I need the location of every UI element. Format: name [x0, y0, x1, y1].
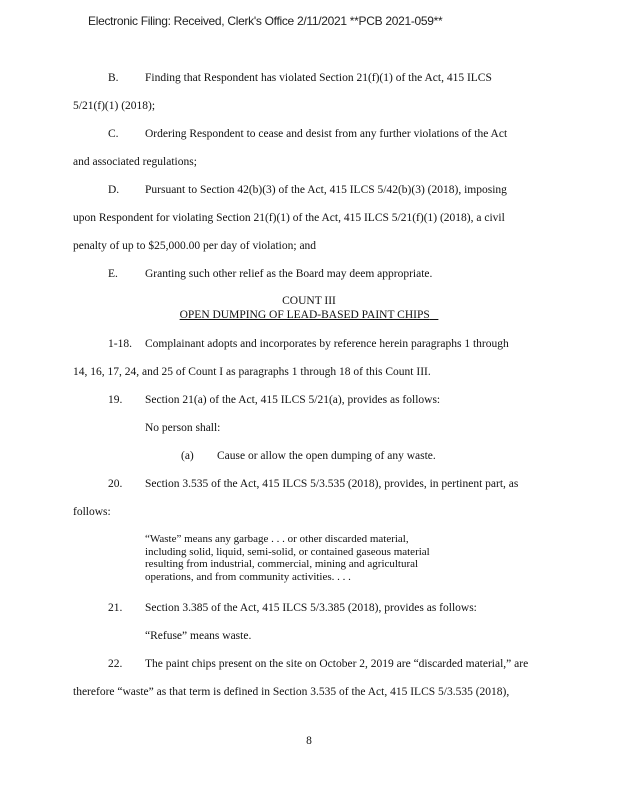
count-title-text: OPEN DUMPING OF LEAD-BASED PAINT CHIPS: [179, 309, 430, 321]
p20-quote-line: operations, and from community activities. . . .: [145, 570, 351, 583]
p20-quote-line: including solid, liquid, semi-solid, or contained gaseous material: [145, 545, 430, 558]
p19-sub-label: (a): [181, 450, 194, 462]
item-d-line1: Pursuant to Section 42(b)(3) of the Act, 415 ILCS 5/42(b)(3) (2018), imposing: [145, 184, 507, 196]
p20-line2: follows:: [73, 506, 111, 518]
page-number: 8: [306, 735, 312, 747]
item-b-line1: Finding that Respondent has violated Section 21(f)(1) of the Act, 415 ILCS: [145, 72, 492, 84]
item-d-letter: D.: [108, 184, 120, 196]
p19-line1: Section 21(a) of the Act, 415 ILCS 5/21(a), provides as follows:: [145, 394, 441, 406]
item-b-letter: B.: [108, 72, 119, 84]
item-c-line1: Ordering Respondent to cease and desist from any further violations of the Act: [145, 128, 508, 140]
item-e-line1: Granting such other relief as the Board may deem appropriate.: [145, 268, 433, 280]
p20-quote: [145, 533, 430, 583]
count-number: COUNT III: [282, 295, 336, 307]
filing-header: Electronic Filing: Received, Clerk's Office 2/11/2021 **PCB 2021-059**: [88, 14, 443, 28]
p19-no-person: No person shall:: [145, 422, 221, 434]
p21-num: 21.: [108, 602, 123, 614]
item-d-line3: penalty of up to $25,000.00 per day of violation; and: [73, 240, 317, 252]
p19-sub-text: Cause or allow the open dumping of any waste.: [217, 450, 436, 462]
p1-18-line1: Complainant adopts and incorporates by reference herein paragraphs 1 through: [145, 338, 509, 350]
p22-num: 22.: [108, 658, 123, 670]
p20-num: 20.: [108, 478, 123, 490]
p22-line2: therefore “waste” as that term is defined in Section 3.535 of the Act, 415 ILCS 5/3.535 (2018),: [73, 686, 510, 698]
item-e-letter: E.: [108, 268, 118, 280]
item-c-line2: and associated regulations;: [73, 156, 197, 168]
p1-18-line2: 14, 16, 17, 24, and 25 of Count I as paragraphs 1 through 18 of this Count III.: [73, 366, 431, 378]
p21-line1: Section 3.385 of the Act, 415 ILCS 5/3.385 (2018), provides as follows:: [145, 602, 477, 614]
item-d-line2: upon Respondent for violating Section 21(f)(1) of the Act, 415 ILCS 5/21(f)(1) (2018), a civil: [73, 212, 505, 224]
p22-line1: The paint chips present on the site on October 2, 2019 are “discarded material,” are: [145, 658, 529, 670]
count-title: [0, 309, 618, 321]
p20-line1: Section 3.535 of the Act, 415 ILCS 5/3.535 (2018), provides, in pertinent part, as: [145, 478, 519, 490]
item-b-line2: 5/21(f)(1) (2018);: [73, 100, 156, 112]
p21-quote: “Refuse” means waste.: [145, 630, 252, 642]
p19-num: 19.: [108, 394, 123, 406]
p20-quote-line: resulting from industrial, commercial, mining and agricultural: [145, 558, 419, 570]
p20-quote-line: “Waste” means any garbage . . . or other discarded material,: [145, 533, 409, 545]
item-c-letter: C.: [108, 128, 119, 140]
p1-18-num: 1-18.: [108, 338, 132, 350]
